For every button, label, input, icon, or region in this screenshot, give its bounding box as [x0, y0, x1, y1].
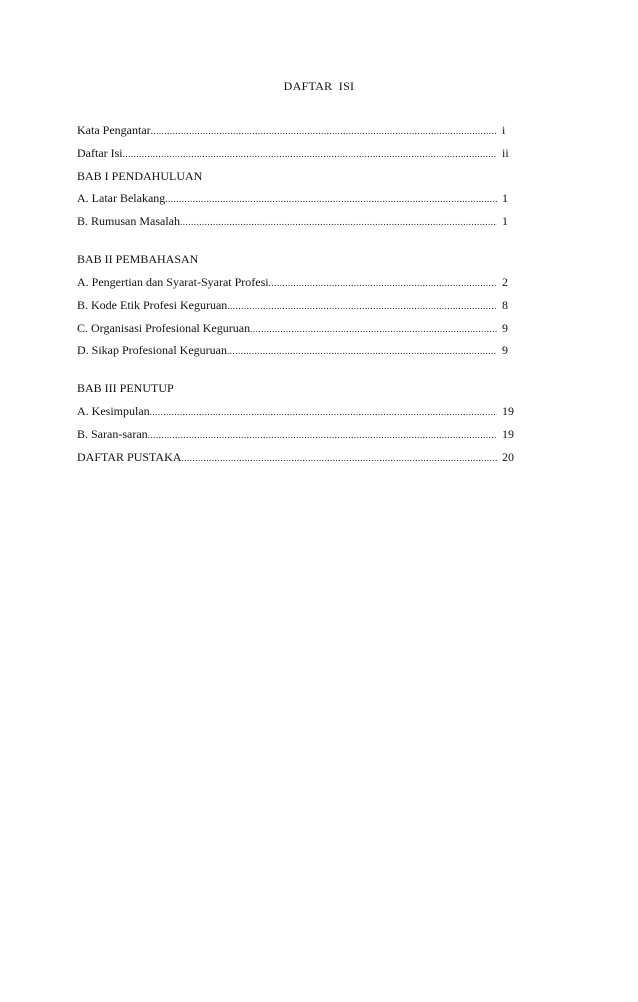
toc-entry-page: 2 [502, 274, 508, 289]
toc-entry-page: i [502, 123, 506, 137]
page-title: DAFTAR ISI [283, 79, 355, 93]
toc-heading-bab-1 [77, 168, 527, 191]
toc-entry-page: 20 [502, 449, 514, 464]
toc-entry-page: ii [502, 145, 509, 160]
section-spacer [77, 236, 527, 251]
toc-entry-organisasi [77, 320, 527, 343]
toc-entry-daftar-isi [77, 145, 527, 168]
toc-entry-label: A. Latar Belakang ..... [77, 190, 497, 207]
toc-heading-bab-2 [77, 251, 527, 274]
toc-heading-label: BAB II PEMBAHASAN [77, 252, 199, 267]
toc-entry-label: DAFTAR PUSTAKA ..... [77, 449, 497, 466]
toc-entry-label: B. Kode Etik Profesi Keguruan ..... [77, 297, 497, 314]
toc-heading-label: BAB I PENDAHULUAN [77, 168, 203, 183]
toc-entry-sikap-profesional [77, 342, 527, 365]
toc-entry-kesimpulan [77, 403, 527, 426]
toc-entry-label: B. Saran-saran ..... [77, 426, 497, 443]
toc-entry-page: 19 [502, 426, 514, 441]
toc-entry-kata-pengantar [77, 122, 527, 145]
toc-entry-page: 8 [502, 297, 508, 312]
toc-entry-daftar-pustaka [77, 449, 527, 472]
toc-heading-label: BAB III PENUTUP [77, 381, 174, 396]
table-of-contents [77, 122, 527, 472]
toc-entry-label: B. Rumusan Masalah ..... [77, 213, 497, 230]
toc-entry-page: 19 [502, 404, 514, 419]
toc-entry-label: C. Organisasi Profesional Keguruan ..... [77, 320, 497, 337]
toc-entry-page: 1 [502, 191, 508, 206]
toc-entry-kode-etik [77, 297, 527, 320]
toc-entry-label: Kata Pengantar ..... [77, 122, 497, 139]
toc-entry-label: D. Sikap Profesional Keguruan ..... [77, 342, 497, 359]
toc-entry-pengertian [77, 274, 527, 297]
toc-entry-rumusan-masalah [77, 213, 527, 236]
toc-entry-label: Daftar Isi ..... [77, 145, 497, 162]
toc-entry-saran [77, 426, 527, 449]
toc-entry-label: A. Kesimpulan ..... [77, 403, 497, 420]
toc-entry-page: 1 [502, 214, 508, 229]
toc-entry-label: A. Pengertian dan Syarat-Syarat Profesi ..... [77, 274, 497, 291]
toc-entry-page: 9 [502, 343, 508, 358]
toc-heading-bab-3 [77, 380, 527, 403]
toc-entry-latar-belakang [77, 190, 527, 213]
section-spacer [77, 365, 527, 380]
toc-entry-page: 9 [502, 320, 508, 335]
